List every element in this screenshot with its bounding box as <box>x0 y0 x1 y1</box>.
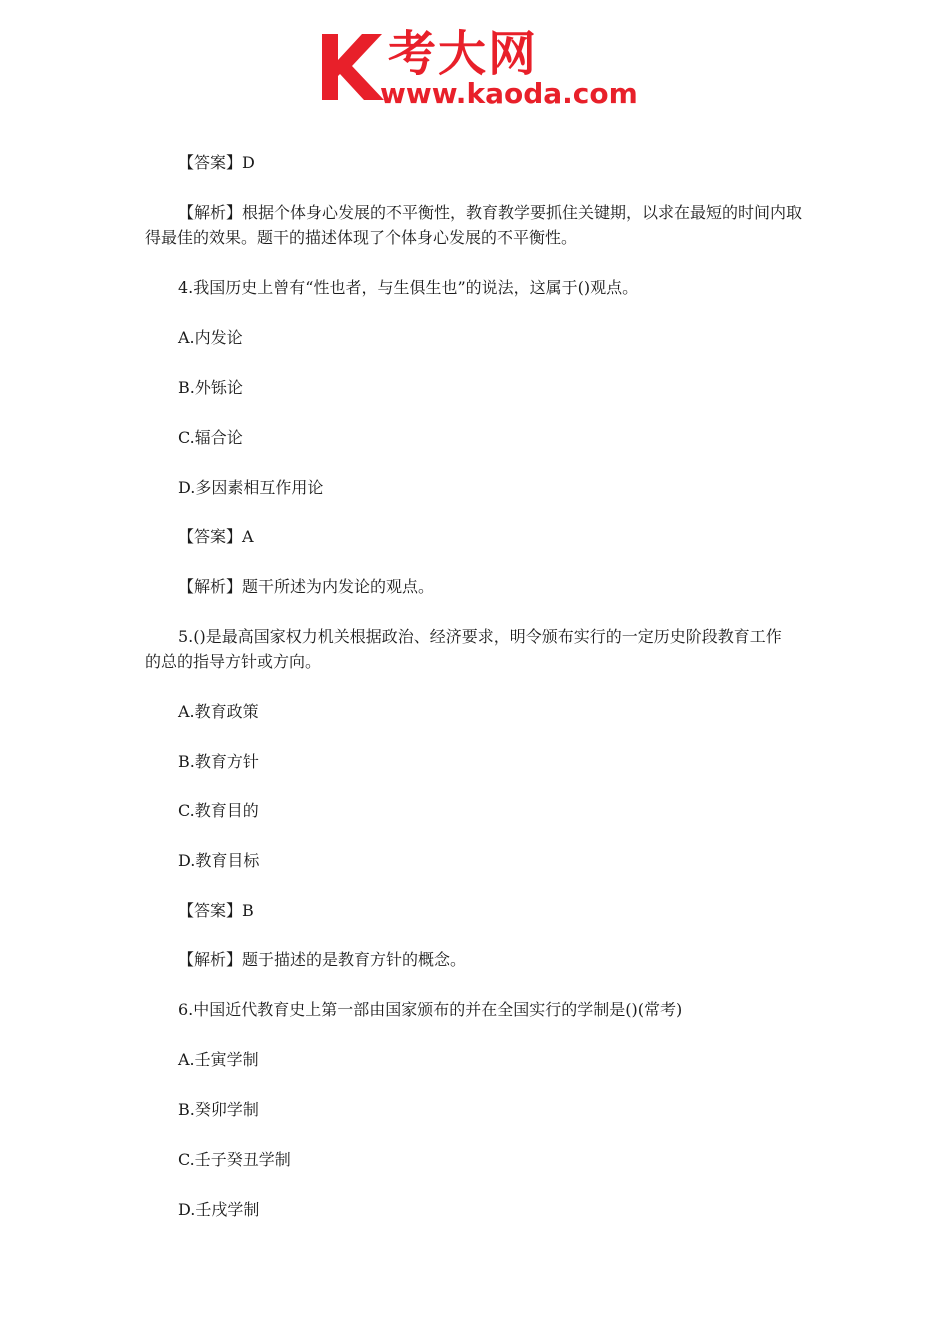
answer-line: 【答案】D <box>178 153 255 172</box>
question-4: 4.我国历史上曾有“性也者，与生俱生也”的说法，这属于()观点。 <box>178 278 639 297</box>
answer-line: 【答案】A <box>178 527 254 546</box>
option-b: B.癸卯学制 <box>178 1100 259 1119</box>
option-b: B.外铄论 <box>178 378 243 397</box>
question-5-cont: 的总的指导方针或方向。 <box>145 652 322 671</box>
option-a: A.内发论 <box>178 328 243 347</box>
option-b: B.教育方针 <box>178 752 259 771</box>
kaoda-logo <box>318 26 640 110</box>
logo-url: www.kaoda.com <box>380 77 638 110</box>
k-logo-icon <box>318 30 388 102</box>
explanation-line-cont: 得最佳的效果。题干的描述体现了个体身心发展的不平衡性。 <box>145 228 578 247</box>
logo-chinese-name: 考大网 <box>388 26 539 82</box>
option-d: D.多因素相互作用论 <box>178 478 324 497</box>
option-c: C.教育目的 <box>178 801 259 820</box>
option-c: C.壬子癸丑学制 <box>178 1150 291 1169</box>
option-a: A.教育政策 <box>178 702 259 721</box>
question-5: 5.()是最高国家权力机关根据政治、经济要求，明令颁布实行的一定历史阶段教育工作 <box>178 627 782 646</box>
question-6: 6.中国近代教育史上第一部由国家颁布的并在全国实行的学制是()(常考) <box>178 1000 683 1019</box>
answer-line: 【答案】B <box>178 901 254 920</box>
explanation-line: 【解析】题于描述的是教育方针的概念。 <box>178 950 467 969</box>
option-c: C.辐合论 <box>178 428 243 447</box>
option-d: D.壬戌学制 <box>178 1200 260 1219</box>
explanation-line: 【解析】题干所述为内发论的观点。 <box>178 577 435 596</box>
option-a: A.壬寅学制 <box>178 1050 259 1069</box>
option-d: D.教育目标 <box>178 851 260 870</box>
explanation-line: 【解析】根据个体身心发展的不平衡性，教育教学要抓住关键期，以求在最短的时间内取 <box>178 203 803 222</box>
